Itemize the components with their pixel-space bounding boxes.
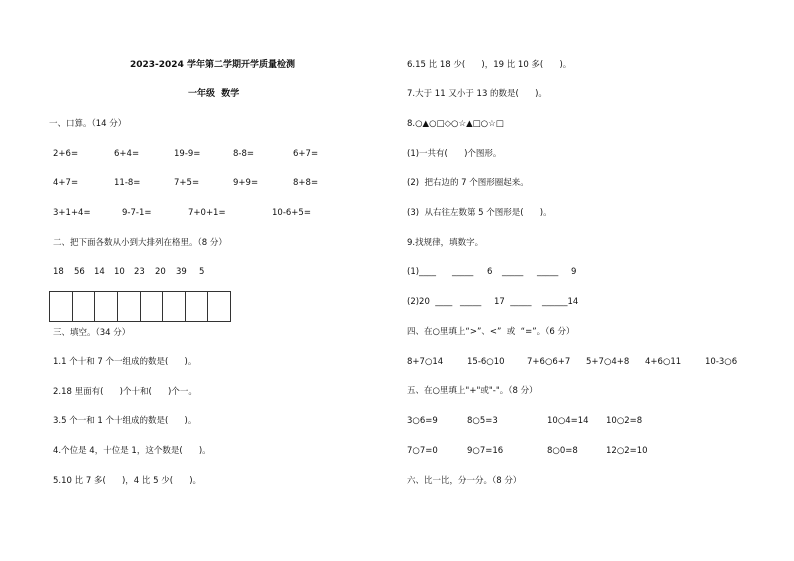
section1-heading: 一、口算。（14 分） — [49, 119, 127, 129]
section4-heading: 四、在○里填上“>”、<” 或 “=”。（6 分） — [407, 327, 575, 337]
oral-calc-item: 8+8= — [293, 178, 319, 188]
question-8-part-3: (3) 从右往左数第 5 个图形是( )。 — [407, 208, 552, 218]
answer-cell[interactable] — [208, 292, 230, 321]
question-8-part-1: (1)一共有( )个图形。 — [407, 149, 502, 159]
compare-item: 5+7○4+8 — [586, 357, 630, 367]
answer-cell[interactable] — [163, 292, 186, 321]
oral-calc-item: 7+5= — [174, 178, 200, 188]
pattern-item: _____ — [460, 297, 482, 307]
section5-heading: 五、在○里填上"+"或"-"。（8 分） — [407, 386, 538, 396]
oral-calc-item: 11-8= — [114, 178, 141, 188]
oral-calc-item: 10-6+5= — [272, 208, 311, 218]
section2-heading: 二、把下面各数从小到大排列在格里。（8 分） — [53, 238, 227, 248]
pattern-item: 9 — [571, 267, 577, 277]
compare-item: 15-6○10 — [467, 357, 505, 367]
operator-item: 12○2=10 — [606, 446, 648, 456]
oral-calc-item: 7+0+1= — [188, 208, 226, 218]
oral-calc-item: 8-8= — [233, 149, 255, 159]
number-item: 56 — [74, 267, 85, 277]
answer-cell[interactable] — [186, 292, 209, 321]
fill-item: 5.10 比 7 多( )，4 比 5 少( )。 — [53, 476, 202, 486]
answer-cell[interactable] — [118, 292, 141, 321]
oral-calc-item: 9-7-1= — [122, 208, 152, 218]
pattern-item: _____ — [537, 267, 559, 277]
question-6: 6.15 比 18 少( )，19 比 10 多( )。 — [407, 60, 572, 70]
number-item: 39 — [176, 267, 187, 277]
answer-cell[interactable] — [95, 292, 118, 321]
pattern-item: 17 _____ — [494, 297, 532, 307]
fill-item: 1.1 个十和 7 个一组成的数是( )。 — [53, 357, 197, 367]
pattern-item: (2)20 ____ — [407, 297, 453, 307]
oral-calc-item: 2+6= — [53, 149, 79, 159]
operator-item: 10○4=14 — [547, 416, 589, 426]
operator-item: 7○7=0 — [407, 446, 438, 456]
oral-calc-item: 6+4= — [114, 149, 140, 159]
question-8-shapes: 8.○▲○□◇○☆▲□○☆□ — [407, 119, 504, 129]
compare-item: 4+6○11 — [645, 357, 682, 367]
number-item: 18 — [53, 267, 64, 277]
operator-item: 8○0=8 — [547, 446, 578, 456]
oral-calc-item: 4+7= — [53, 178, 79, 188]
question-7: 7.大于 11 又小于 13 的数是( )。 — [407, 89, 547, 99]
number-item: 14 — [94, 267, 105, 277]
number-item: 20 — [155, 267, 166, 277]
fill-item: 2.18 里面有( )个十和( )个一。 — [53, 387, 197, 397]
oral-calc-item: 6+7= — [293, 149, 319, 159]
answer-cell[interactable] — [50, 292, 73, 321]
fill-item: 3.5 个一和 1 个十组成的数是( )。 — [53, 416, 197, 426]
oral-calc-item: 19-9= — [174, 149, 201, 159]
operator-item: 9○7=16 — [467, 446, 504, 456]
pattern-item: _____ — [452, 267, 474, 277]
pattern-item: 6 — [487, 267, 493, 277]
ordering-grid — [49, 291, 231, 322]
pattern-item: ______14 — [542, 297, 579, 307]
question-9: 9.找规律，填数字。 — [407, 238, 484, 248]
pattern-item: _____ — [502, 267, 524, 277]
section3-heading: 三、填空。（34 分） — [53, 328, 131, 338]
fill-item: 4.个位是 4，十位是 1，这个数是( )。 — [53, 446, 211, 456]
compare-item: 7+6○6+7 — [527, 357, 571, 367]
number-item: 23 — [134, 267, 145, 277]
operator-item: 10○2=8 — [606, 416, 643, 426]
operator-item: 3○6=9 — [407, 416, 438, 426]
number-item: 5 — [199, 267, 205, 277]
pattern-item: (1)____ — [407, 267, 437, 277]
question-8-part-2: (2) 把右边的 7 个图形圈起来。 — [407, 178, 529, 188]
oral-calc-item: 3+1+4= — [53, 208, 91, 218]
answer-cell[interactable] — [141, 292, 164, 321]
answer-cell[interactable] — [73, 292, 96, 321]
number-item: 10 — [114, 267, 125, 277]
operator-item: 8○5=3 — [467, 416, 498, 426]
oral-calc-item: 9+9= — [233, 178, 259, 188]
compare-item: 10-3○6 — [705, 357, 738, 367]
compare-item: 8+7○14 — [407, 357, 444, 367]
page-title: 2023-2024 学年第二学期开学质量检测 — [130, 60, 295, 70]
section6-heading: 六、比一比，分一分。（8 分） — [407, 476, 522, 486]
page-subtitle: 一年级 数学 — [188, 89, 240, 99]
